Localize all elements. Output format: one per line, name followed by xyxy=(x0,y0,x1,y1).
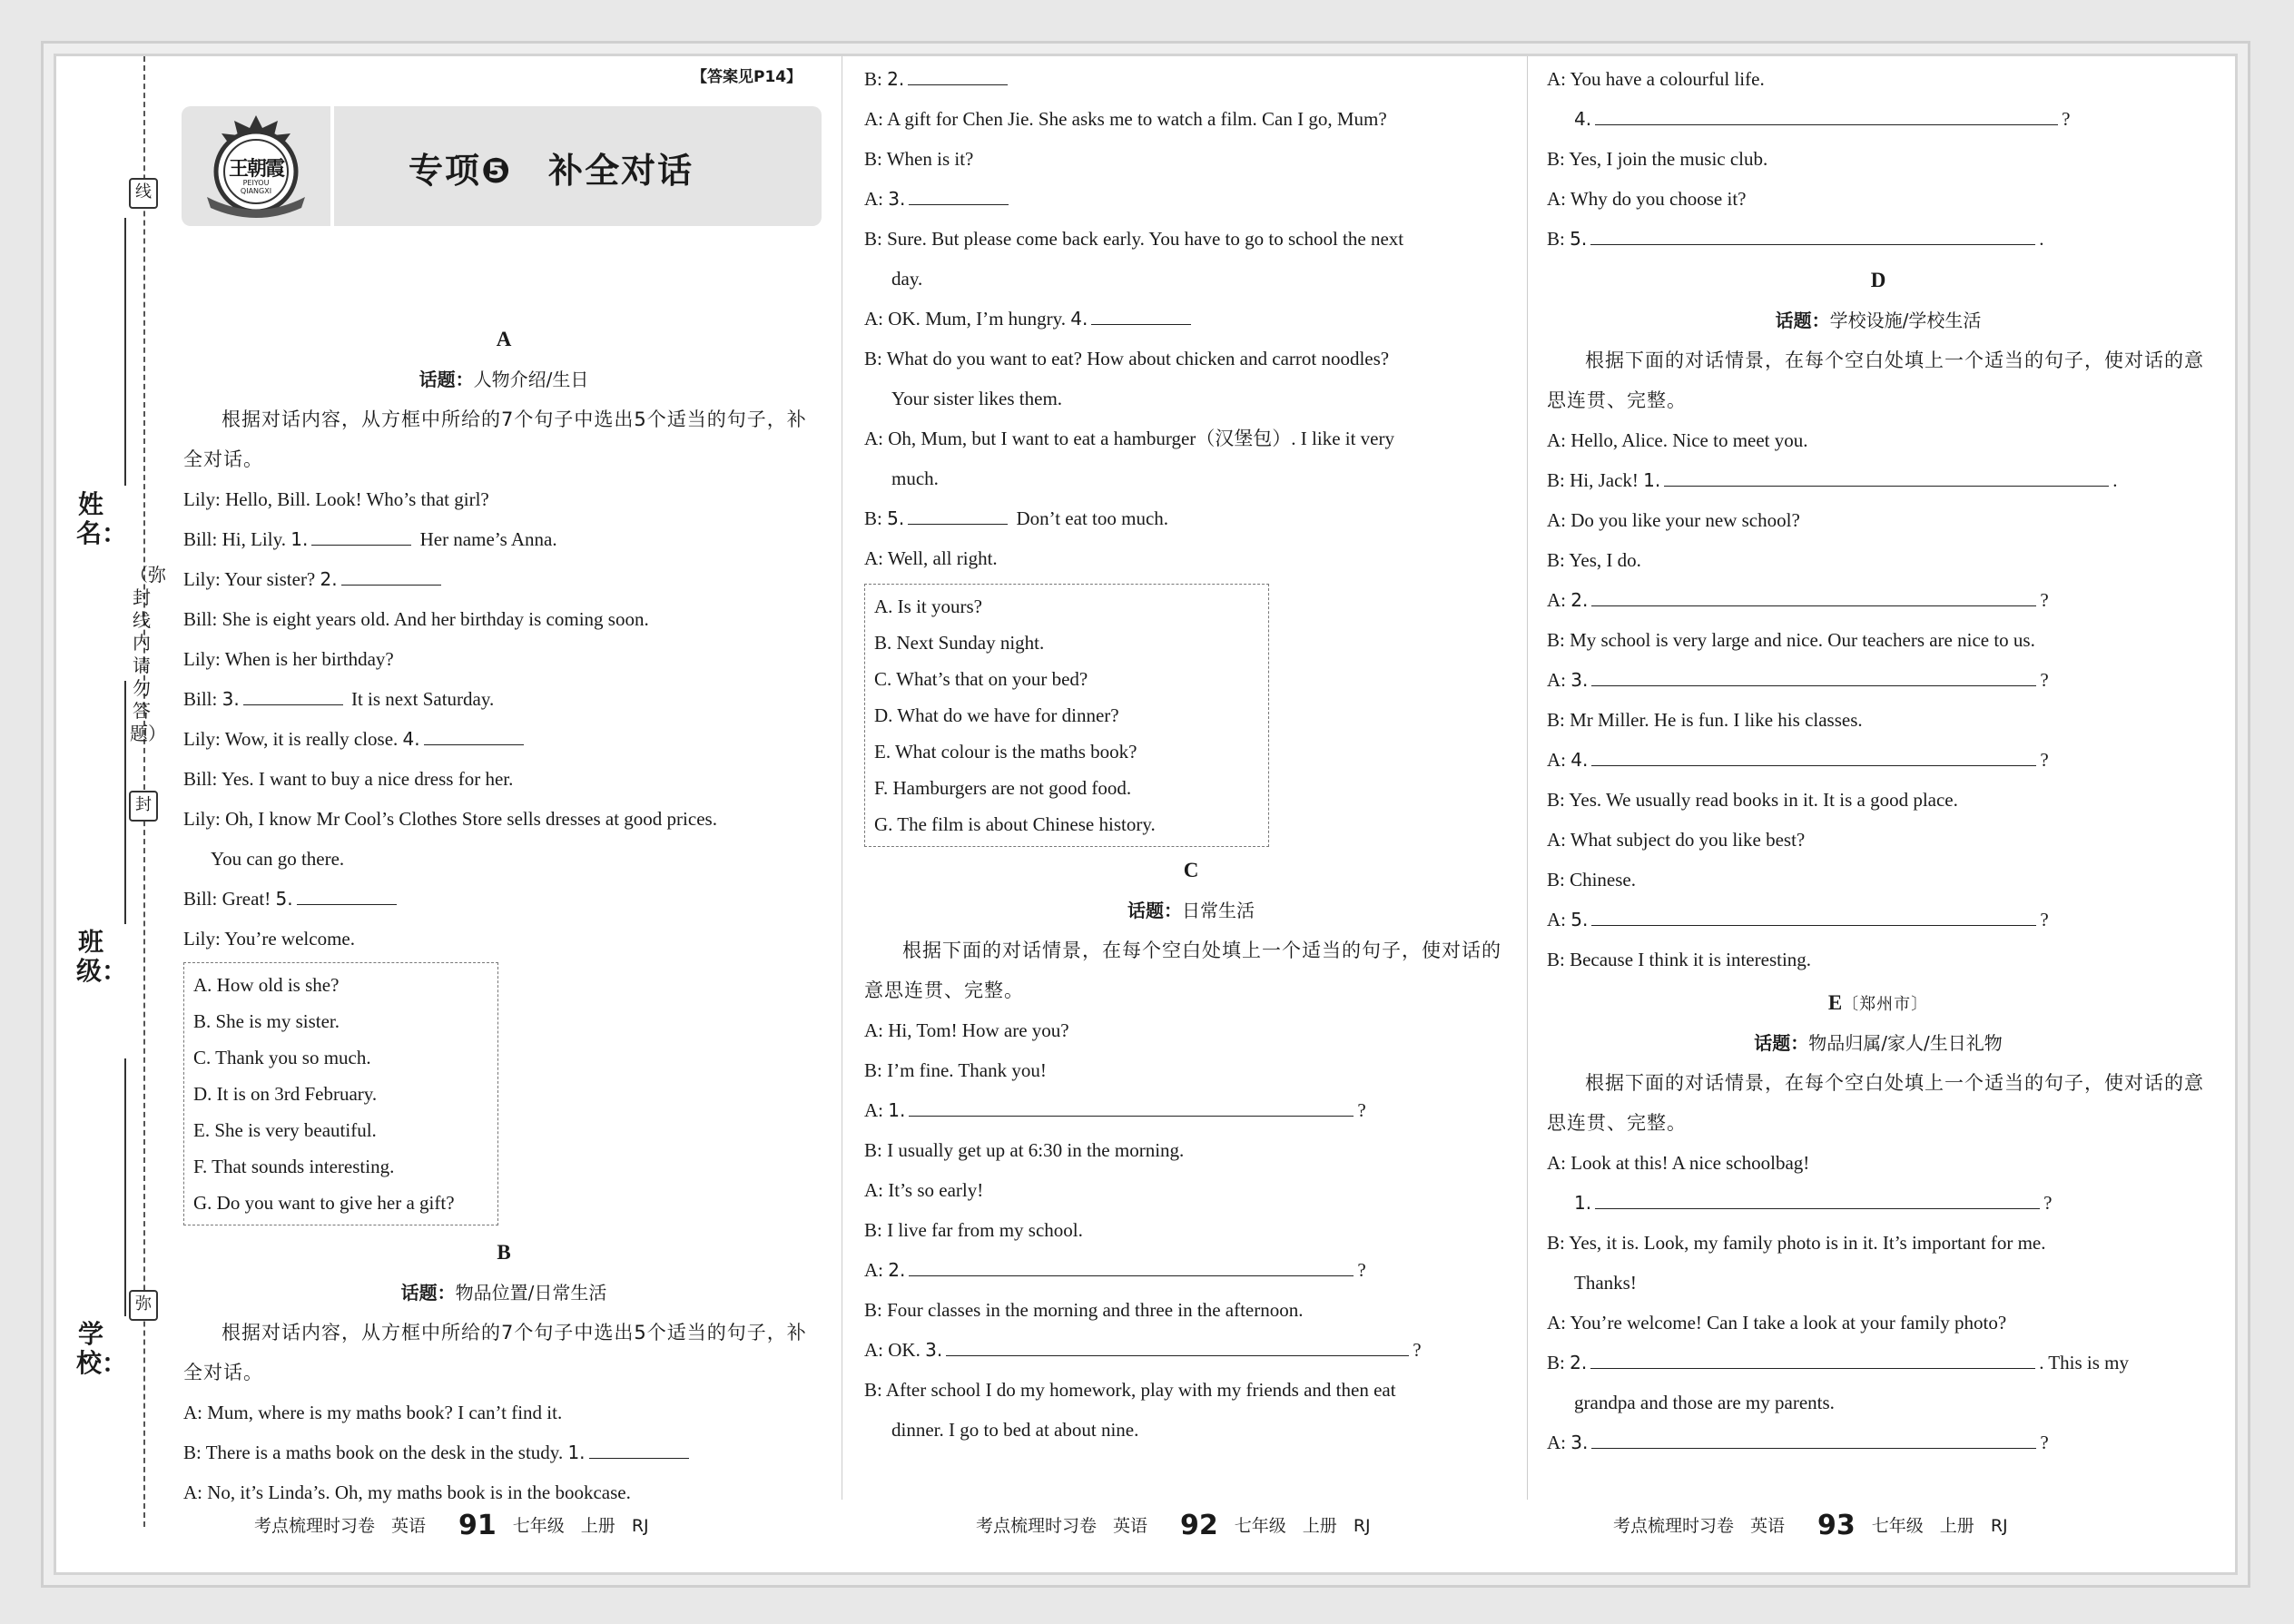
dialogue-text: B: I usually get up at 6:30 in the morning. xyxy=(864,1139,1185,1161)
section-e-region: 〔郑州市〕 xyxy=(1842,995,1929,1014)
dialogue-line xyxy=(864,1130,1518,1170)
dialogue-line xyxy=(1547,139,2210,179)
dialogue-line xyxy=(864,1050,1518,1090)
dialogue-text-after: . This is my xyxy=(2039,1352,2129,1373)
dialogue-line xyxy=(1547,179,2210,219)
dialogue-line xyxy=(1547,99,2210,139)
section-d-instruction: 根据下面的对话情景，在每个空白处填上一个适当的句子，使对话的意思连贯、完整。 xyxy=(1547,349,2204,411)
answer-blank[interactable] xyxy=(1664,462,2109,487)
dialogue-line xyxy=(864,1010,1518,1050)
dialogue-text: B: Yes. We usually read books in it. It is a good place. xyxy=(1547,789,1958,811)
dialogue-text: B: xyxy=(1547,228,1570,250)
blank-number: 1. xyxy=(1643,469,1661,491)
dialogue-text: B: After school I do my homework, play with my friends and then eat xyxy=(864,1379,1396,1401)
dialogue-line xyxy=(1547,700,2210,740)
blank-number: 2. xyxy=(888,1259,906,1281)
dialogue-line xyxy=(1547,500,2210,540)
blank-number: 3. xyxy=(222,688,240,710)
dialogue-text-after: ? xyxy=(2040,909,2049,930)
dialogue-text-after: ? xyxy=(2040,1432,2049,1453)
blank-number: 2. xyxy=(1570,1352,1588,1373)
blank-number: 1. xyxy=(290,528,309,550)
option-item: G. The film is about Chinese history. xyxy=(874,813,1156,835)
dialogue-text: much. xyxy=(891,468,939,489)
title-banner xyxy=(182,106,822,226)
dialogue-text: Lily: You’re welcome. xyxy=(183,928,355,950)
section-a-heading: A xyxy=(496,328,512,350)
section-c-heading: C xyxy=(1183,859,1199,881)
school-line[interactable] xyxy=(124,1058,126,1316)
dialogue-line xyxy=(183,1472,824,1512)
dialogue-text: A: xyxy=(864,1099,889,1121)
dialogue-text: A: Why do you choose it? xyxy=(1547,188,1747,210)
answer-blank[interactable] xyxy=(1590,1344,2035,1369)
dialogue-text: A: Well, all right. xyxy=(864,547,998,569)
option-item: B. Next Sunday night. xyxy=(874,632,1045,654)
answer-blank[interactable] xyxy=(311,521,411,546)
topic-text: 物品归属/家人/生日礼物 xyxy=(1808,1032,2003,1054)
section-c-dialogue-part-1 xyxy=(864,1010,1518,1450)
dialogue-line xyxy=(1547,860,2210,900)
blank-number: 4. xyxy=(402,728,420,750)
dialogue-text: Lily: Wow, it is really close. xyxy=(183,728,403,750)
footer-edition: RJ xyxy=(1990,1516,2008,1536)
section-d-topic xyxy=(1547,300,2210,340)
dialogue-text-after: Her name’s Anna. xyxy=(415,528,557,550)
dialogue-line xyxy=(864,498,1518,538)
dialogue-line xyxy=(864,1290,1518,1330)
section-d-heading: D xyxy=(1870,269,1886,291)
dialogue-text: A: No, it’s Linda’s. Oh, my maths book is in the bookcase. xyxy=(183,1481,631,1503)
dialogue-text: B: Chinese. xyxy=(1547,869,1636,891)
section-b-heading: B xyxy=(497,1241,511,1264)
dialogue-text: B: There is a maths book on the desk in the study. xyxy=(183,1442,568,1463)
blank-number: 2. xyxy=(320,568,338,590)
blank-number: 3. xyxy=(925,1339,943,1361)
dialogue-text: Bill: xyxy=(183,688,222,710)
answer-blank[interactable] xyxy=(908,500,1008,525)
blank-number: 1. xyxy=(888,1099,906,1121)
dialogue-text: You can go there. xyxy=(211,848,345,870)
dialogue-text: grandpa and those are my parents. xyxy=(1574,1392,1835,1413)
name-line[interactable] xyxy=(124,218,126,486)
dialogue-line xyxy=(1547,620,2210,660)
option-item: E. She is very beautiful. xyxy=(193,1119,377,1141)
dialogue-line xyxy=(183,479,824,519)
footer-series: 考点梳理时习卷 xyxy=(1613,1516,1735,1536)
dialogue-line xyxy=(1547,540,2210,580)
section-e-heading xyxy=(1547,983,2210,1023)
section-a-dialogue xyxy=(183,479,824,959)
dialogue-line xyxy=(864,299,1518,339)
dialogue-line xyxy=(864,458,1518,498)
footer-grade: 七年级 xyxy=(512,1516,565,1536)
dialogue-line xyxy=(1547,420,2210,460)
footer-volume: 上册 xyxy=(1939,1516,1974,1536)
dialogue-text: A: xyxy=(1547,1432,1571,1453)
dialogue-line xyxy=(864,1370,1518,1410)
dialogue-text: B: xyxy=(1547,1352,1570,1373)
dialogue-text: A: Oh, Mum, but I want to eat a hamburger（汉堡包）. I like it very xyxy=(864,428,1395,449)
dialogue-text: B: When is it? xyxy=(864,148,974,170)
dialogue-text: Bill: She is eight years old. And her birthday is coming soon. xyxy=(183,608,649,630)
dialogue-text: B: Mr Miller. He is fun. I like his classes. xyxy=(1547,709,1863,731)
seal-mark-line: 线 xyxy=(129,178,158,209)
class-label: 班级： xyxy=(76,927,128,986)
blank-number: 5. xyxy=(1570,228,1588,250)
seal-warning-note: （弥封线内请勿答题） xyxy=(130,564,166,744)
dialogue-text: Bill: Yes. I want to buy a nice dress for her. xyxy=(183,768,514,790)
dialogue-line xyxy=(864,418,1518,458)
option-item: C. What’s that on your bed? xyxy=(874,668,1088,690)
dialogue-line xyxy=(183,679,824,719)
dialogue-line xyxy=(1547,780,2210,820)
option-item: A. How old is she? xyxy=(193,974,340,996)
option-item: G. Do you want to give her a gift? xyxy=(193,1192,455,1214)
section-a-instruction: 根据对话内容，从方框中所给的7个句子中选出5个适当的句子，补全对话。 xyxy=(183,408,807,470)
dialogue-line xyxy=(864,99,1518,139)
dialogue-text-after: . xyxy=(2112,469,2118,491)
dialogue-text-after: ? xyxy=(2043,1192,2053,1214)
dialogue-text: A: xyxy=(864,1259,889,1281)
topic-label: 话题： xyxy=(1754,1032,1809,1054)
banner-divider xyxy=(330,106,334,226)
dialogue-text: B: I’m fine. Thank you! xyxy=(864,1059,1047,1081)
blank-number: 1. xyxy=(1574,1192,1592,1214)
dialogue-line xyxy=(183,839,824,879)
answer-blank[interactable] xyxy=(1591,662,2036,686)
dialogue-line xyxy=(1547,940,2210,979)
page-footer-93 xyxy=(1613,1510,2024,1541)
dialogue-line xyxy=(183,759,824,799)
answer-blank[interactable] xyxy=(1591,1424,2036,1449)
dialogue-line xyxy=(864,1090,1518,1130)
option-item: D. What do we have for dinner? xyxy=(874,704,1119,726)
answer-blank[interactable] xyxy=(243,681,343,705)
section-e-instruction: 根据下面的对话情景，在每个空白处填上一个适当的句子，使对话的意思连贯、完整。 xyxy=(1547,1072,2204,1134)
dialogue-text-after: ? xyxy=(2040,749,2049,771)
dialogue-text: B: Sure. But please come back early. You have to go to school the next xyxy=(864,228,1404,250)
dialogue-text: Bill: Great! xyxy=(183,888,276,910)
blank-number: 3. xyxy=(1570,669,1589,691)
dialogue-line xyxy=(1547,1343,2210,1383)
topic-label: 话题： xyxy=(418,369,474,390)
answer-blank[interactable] xyxy=(1595,1185,2040,1209)
answer-blank[interactable] xyxy=(1091,300,1191,325)
section-e-dialogue xyxy=(1547,1143,2210,1462)
footer-page-number: 91 xyxy=(458,1510,497,1541)
dialogue-line xyxy=(864,139,1518,179)
dialogue-line xyxy=(864,219,1518,259)
answer-blank[interactable] xyxy=(908,61,1008,85)
dialogue-text: B: Hi, Jack! xyxy=(1547,469,1644,491)
topic-label: 话题： xyxy=(400,1282,456,1304)
answer-reference: 【答案见P14】 xyxy=(692,68,802,86)
dialogue-text: B: xyxy=(864,68,888,90)
dialogue-line xyxy=(864,1330,1518,1370)
section-a-topic xyxy=(183,359,824,399)
section-c-topic xyxy=(864,891,1518,930)
blank-number: 2. xyxy=(1570,589,1589,611)
exam-page xyxy=(56,56,2235,1572)
footer-grade: 七年级 xyxy=(1234,1516,1286,1536)
dialogue-text: A: OK. Mum, I’m hungry. xyxy=(864,308,1071,330)
dialogue-text: A: Hello, Alice. Nice to meet you. xyxy=(1547,429,1808,451)
dialogue-text: dinner. I go to bed at about nine. xyxy=(891,1419,1139,1441)
dialogue-line xyxy=(1547,1422,2210,1462)
dialogue-line xyxy=(183,719,824,759)
answer-blank[interactable] xyxy=(424,721,524,745)
answer-blank[interactable] xyxy=(1590,221,2035,245)
answer-blank[interactable] xyxy=(589,1434,689,1459)
dialogue-text: day. xyxy=(891,268,923,290)
section-d-dialogue xyxy=(1547,420,2210,979)
answer-blank[interactable] xyxy=(909,181,1009,205)
dialogue-line xyxy=(864,179,1518,219)
blank-number: 5. xyxy=(887,507,905,529)
answer-blank[interactable] xyxy=(1591,582,2036,606)
dialogue-line xyxy=(1547,1183,2210,1223)
option-item: C. Thank you so much. xyxy=(193,1047,371,1068)
blank-number: 5. xyxy=(275,888,293,910)
dialogue-line xyxy=(1547,1383,2210,1422)
dialogue-text: A: Mum, where is my maths book? I can’t find it. xyxy=(183,1402,563,1423)
dialogue-line xyxy=(1547,740,2210,780)
dialogue-line xyxy=(864,1170,1518,1210)
section-e-topic xyxy=(1547,1023,2210,1063)
footer-page-number: 92 xyxy=(1180,1510,1218,1541)
school-label: 学校： xyxy=(76,1319,128,1378)
dialogue-text: Bill: Hi, Lily. xyxy=(183,528,291,550)
dialogue-line xyxy=(183,879,824,919)
dialogue-line xyxy=(1547,59,2210,99)
dialogue-line xyxy=(1547,1143,2210,1183)
topic-text: 日常生活 xyxy=(1182,900,1255,921)
dialogue-line xyxy=(183,639,824,679)
dialogue-line xyxy=(1547,1303,2210,1343)
dialogue-text: A: A gift for Chen Jie. She asks me to watch a film. Can I go, Mum? xyxy=(864,108,1387,130)
dialogue-text-after: ? xyxy=(2062,108,2071,130)
column-2 xyxy=(864,59,1518,1450)
footer-edition: RJ xyxy=(1353,1516,1371,1536)
answer-blank[interactable] xyxy=(909,1252,1354,1276)
footer-series: 考点梳理时习卷 xyxy=(254,1516,376,1536)
dialogue-text: B: I live far from my school. xyxy=(864,1219,1083,1241)
dialogue-text: A: You have a colourful life. xyxy=(1547,68,1765,90)
dialogue-text: A: xyxy=(1547,749,1571,771)
dialogue-line xyxy=(183,1432,824,1472)
dialogue-text: B: Yes, it is. Look, my family photo is in it. It’s important for me. xyxy=(1547,1232,2046,1254)
dialogue-text: A: Hi, Tom! How are you? xyxy=(864,1019,1069,1041)
dialogue-text: Lily: Your sister? xyxy=(183,568,320,590)
dialogue-line xyxy=(183,799,824,839)
blank-number: 2. xyxy=(887,68,905,90)
dialogue-text: Lily: Oh, I know Mr Cool’s Clothes Store sells dresses at good prices. xyxy=(183,808,717,830)
answer-blank[interactable] xyxy=(341,561,441,586)
dialogue-text-after: ? xyxy=(2040,589,2049,611)
footer-series: 考点梳理时习卷 xyxy=(976,1516,1098,1536)
blank-number: 1. xyxy=(567,1442,586,1463)
logo-text: 王朝霞 xyxy=(228,157,283,181)
option-item: A. Is it yours? xyxy=(874,595,982,617)
dialogue-text: B: Yes, I join the music club. xyxy=(1547,148,1768,170)
dialogue-line xyxy=(1547,660,2210,700)
dialogue-line xyxy=(183,599,824,639)
dialogue-line xyxy=(1547,1263,2210,1303)
dialogue-text-after: ? xyxy=(1357,1099,1366,1121)
dialogue-line xyxy=(864,59,1518,99)
dialogue-text: B: My school is very large and nice. Our teachers are nice to us. xyxy=(1547,629,2035,651)
section-b-instruction: 根据对话内容，从方框中所给的7个句子中选出5个适当的句子，补全对话。 xyxy=(183,1322,807,1383)
dialogue-line xyxy=(1547,460,2210,500)
dialogue-text: A: You’re welcome! Can I take a look at your family photo? xyxy=(1547,1312,2007,1334)
column-divider xyxy=(1527,56,1528,1500)
seal-mark-seal: 封 xyxy=(129,791,158,822)
dialogue-text-after: It is next Saturday. xyxy=(346,688,495,710)
dialogue-text: A: What subject do you like best? xyxy=(1547,829,1806,851)
answer-blank[interactable] xyxy=(946,1332,1409,1356)
page-footer-91 xyxy=(254,1510,665,1541)
dialogue-text: A: OK. xyxy=(864,1339,926,1361)
answer-blank[interactable] xyxy=(909,1092,1354,1117)
seal-mark-mi: 弥 xyxy=(129,1290,158,1321)
dialogue-line xyxy=(1547,1223,2210,1263)
option-item: F. That sounds interesting. xyxy=(193,1156,395,1177)
answer-blank[interactable] xyxy=(1591,742,2036,766)
option-item: D. It is on 3rd February. xyxy=(193,1083,378,1105)
footer-volume: 上册 xyxy=(1302,1516,1337,1536)
dialogue-text-after: ? xyxy=(1357,1259,1366,1281)
dialogue-line xyxy=(864,379,1518,418)
topic-text: 人物介绍/生日 xyxy=(473,369,589,390)
option-item: E. What colour is the maths book? xyxy=(874,741,1137,763)
dialogue-text: A: It’s so early! xyxy=(864,1179,984,1201)
answer-blank[interactable] xyxy=(297,881,397,905)
column-3 xyxy=(1547,59,2210,1462)
section-b-topic xyxy=(183,1273,824,1313)
dialogue-text: B: What do you want to eat? How about chicken and carrot noodles? xyxy=(864,348,1390,369)
option-item: F. Hamburgers are not good food. xyxy=(874,777,1132,799)
section-b-options-box xyxy=(864,584,1269,847)
dialogue-text: A: xyxy=(864,188,889,210)
answer-blank[interactable] xyxy=(1595,101,2058,125)
dialogue-text: B: xyxy=(864,507,888,529)
blank-number: 5. xyxy=(1570,909,1589,930)
dialogue-text: B: Because I think it is interesting. xyxy=(1547,949,1812,970)
name-label: 姓名： xyxy=(76,489,128,548)
dialogue-line xyxy=(864,259,1518,299)
page-footer-92 xyxy=(976,1510,1387,1541)
footer-grade: 七年级 xyxy=(1871,1516,1924,1536)
dialogue-text-after: . xyxy=(2039,228,2044,250)
answer-blank[interactable] xyxy=(1591,901,2036,926)
topic-text: 学校设施/学校生活 xyxy=(1829,310,1982,331)
footer-page-number: 93 xyxy=(1817,1510,1856,1541)
dialogue-text: B: Yes, I do. xyxy=(1547,549,1641,571)
topic-label: 话题： xyxy=(1775,310,1830,331)
dialogue-text-after: ? xyxy=(2040,669,2049,691)
dialogue-text: Your sister likes them. xyxy=(891,388,1063,409)
dialogue-text: A: Do you like your new school? xyxy=(1547,509,1800,531)
topic-text: 物品位置/日常生活 xyxy=(455,1282,607,1304)
dialogue-line xyxy=(183,519,824,559)
dialogue-line xyxy=(864,339,1518,379)
section-b-dialogue-part-1 xyxy=(183,1393,824,1512)
blank-number: 3. xyxy=(888,188,906,210)
dialogue-line xyxy=(1547,580,2210,620)
dialogue-line xyxy=(183,919,824,959)
column-1 xyxy=(183,320,824,1512)
blank-number: 4. xyxy=(1574,108,1592,130)
dialogue-line xyxy=(1547,820,2210,860)
dialogue-text: Thanks! xyxy=(1574,1272,1637,1294)
dialogue-text-after: ? xyxy=(1413,1339,1422,1361)
footer-edition: RJ xyxy=(631,1516,649,1536)
dialogue-line xyxy=(864,538,1518,578)
dialogue-text: Lily: Hello, Bill. Look! Who’s that girl? xyxy=(183,488,489,510)
footer-subject: 英语 xyxy=(1750,1516,1786,1536)
option-item: B. She is my sister. xyxy=(193,1010,340,1032)
dialogue-text: A: xyxy=(1547,909,1571,930)
brand-logo xyxy=(194,113,318,219)
dialogue-line xyxy=(864,1410,1518,1450)
footer-subject: 英语 xyxy=(1113,1516,1148,1536)
dialogue-line xyxy=(183,1393,824,1432)
topic-label: 话题： xyxy=(1127,900,1182,921)
dialogue-text: A: Look at this! A nice schoolbag! xyxy=(1547,1152,1810,1174)
dialogue-line xyxy=(1547,900,2210,940)
dialogue-text-after: Don’t eat too much. xyxy=(1011,507,1169,529)
dialogue-line xyxy=(1547,219,2210,259)
dialogue-text: Lily: When is her birthday? xyxy=(183,648,394,670)
page-title: 专项❺ 补全对话 xyxy=(409,151,694,191)
blank-number: 4. xyxy=(1570,749,1589,771)
dialogue-text: B: Four classes in the morning and three in the afternoon. xyxy=(864,1299,1304,1321)
section-b-dialogue-part-2 xyxy=(864,59,1518,578)
dialogue-text: A: xyxy=(1547,589,1571,611)
section-e-letter: E xyxy=(1827,991,1843,1014)
section-c-dialogue-part-2 xyxy=(1547,59,2210,259)
section-c-instruction: 根据下面的对话情景，在每个空白处填上一个适当的句子，使对话的意思连贯、完整。 xyxy=(864,940,1501,1001)
footer-volume: 上册 xyxy=(580,1516,615,1536)
dialogue-line xyxy=(183,559,824,599)
class-line[interactable] xyxy=(124,681,126,924)
section-a-options-box xyxy=(183,962,498,1225)
footer-subject: 英语 xyxy=(391,1516,427,1536)
dialogue-line xyxy=(864,1210,1518,1250)
dialogue-text: A: xyxy=(1547,669,1571,691)
logo-subtext: PEIYOU QIANGXI xyxy=(240,179,272,195)
dialogue-line xyxy=(864,1250,1518,1290)
blank-number: 4. xyxy=(1070,308,1088,330)
blank-number: 3. xyxy=(1570,1432,1589,1453)
